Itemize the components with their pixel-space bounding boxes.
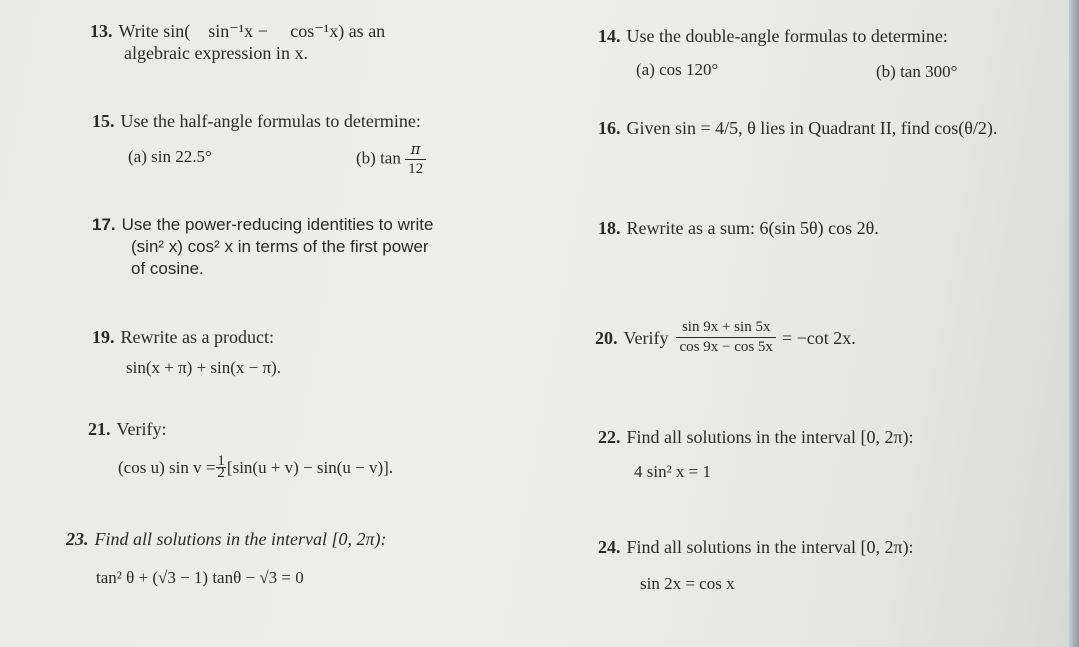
page-edge — [1069, 0, 1079, 647]
problem-15 — [92, 110, 421, 132]
problem-17-line2: (sin² x) cos² x in terms of the first power — [131, 237, 429, 256]
problem-23 — [66, 528, 387, 550]
problem-14-text: Use the double-angle formulas to determine: — [626, 26, 948, 46]
fraction — [676, 318, 775, 357]
problem-number: 20. — [595, 327, 618, 348]
problem-20-text: Verify — [623, 327, 669, 348]
problem-18-text: Rewrite as a sum: 6(sin 5θ) cos 2θ. — [626, 218, 879, 238]
fraction — [216, 453, 226, 481]
problem-18 — [598, 217, 879, 239]
problem-24 — [598, 536, 914, 558]
problem-24-expression: sin 2x = cos x — [640, 574, 735, 593]
fraction-denominator: 12 — [408, 161, 424, 177]
problem-19 — [92, 326, 274, 348]
problem-15-part-b-label: (b) tan — [356, 148, 401, 168]
problem-13-line1: Write sin( sin⁻¹x − cos⁻¹x) as an — [118, 21, 386, 41]
problem-22-text: Find all solutions in the interval [0, 2π): — [626, 427, 914, 447]
problem-20 — [595, 318, 856, 357]
problem-24-text: Find all solutions in the interval [0, 2π): — [626, 537, 914, 557]
problem-number: 23. — [66, 529, 89, 549]
problem-17-line3: of cosine. — [131, 259, 204, 278]
problem-19-expression: sin(x + π) + sin(x − π). — [126, 358, 282, 377]
problem-number: 15. — [92, 111, 115, 131]
problem-14 — [598, 25, 948, 47]
fraction-numerator: 1 — [217, 453, 225, 469]
problem-22-expression: 4 sin² x = 1 — [634, 462, 712, 481]
problem-14-part-b: (b) tan 300° — [876, 62, 958, 81]
problem-21-expression — [118, 453, 394, 481]
problem-number: 24. — [598, 537, 621, 557]
problem-number: 17. — [92, 215, 116, 234]
problem-15-text: Use the half-angle formulas to determine: — [120, 111, 421, 131]
fraction-numerator: sin 9x + sin 5x — [676, 318, 775, 338]
problem-23-expression: tan² θ + (√3 − 1) tanθ − √3 = 0 — [96, 568, 304, 587]
problem-21 — [88, 418, 166, 440]
problem-19-text: Rewrite as a product: — [120, 327, 274, 347]
problem-number: 16. — [598, 118, 621, 138]
problem-number: 19. — [92, 327, 115, 347]
problem-21-text: Verify: — [116, 419, 167, 439]
fraction-denominator: cos 9x − cos 5x — [679, 339, 773, 355]
problem-13 — [90, 20, 385, 64]
problem-22 — [598, 426, 914, 448]
problem-number: 21. — [88, 419, 111, 439]
problem-number: 13. — [90, 21, 113, 41]
problem-number: 14. — [598, 26, 621, 46]
problem-23-text: Find all solutions in the interval [0, 2π): — [94, 529, 387, 549]
problem-20-rhs: = −cot 2x. — [781, 327, 856, 348]
problem-16-text: Given sin = 4/5, θ lies in Quadrant II, find cos(θ/2). — [626, 118, 998, 138]
problem-number: 22. — [598, 427, 621, 447]
problem-15-part-b — [356, 140, 426, 179]
fraction-numerator: π — [405, 140, 426, 160]
problem-14-part-a: (a) cos 120° — [636, 60, 719, 79]
problem-13-line2: algebraic expression in x. — [124, 43, 308, 63]
problem-17 — [92, 214, 433, 280]
fraction-denominator: 2 — [217, 465, 225, 481]
problem-17-line1: Use the power-reducing identities to write — [121, 215, 434, 234]
problem-16 — [598, 117, 997, 139]
problem-21-rhs: [sin(u + v) − sin(u − v)]. — [226, 457, 394, 477]
problem-15-part-a: (a) sin 22.5° — [128, 147, 212, 166]
problem-number: 18. — [598, 218, 621, 238]
fraction — [405, 140, 426, 179]
problem-21-lhs: (cos u) sin v = — [118, 457, 216, 477]
